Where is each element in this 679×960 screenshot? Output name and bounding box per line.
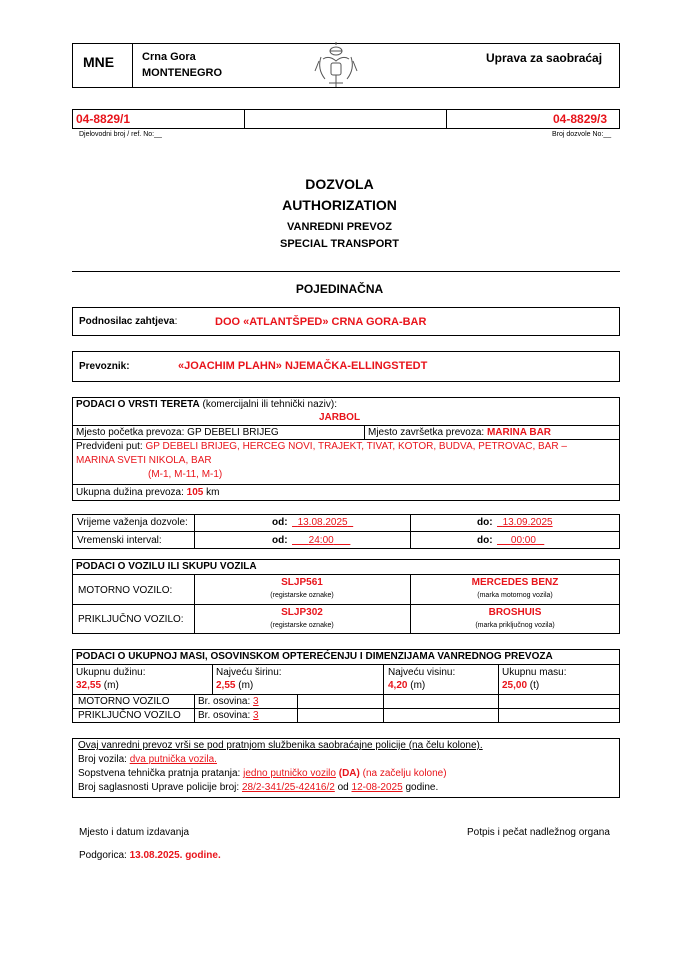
dim-width-label: Najveću širinu:: [216, 667, 282, 678]
applicant-value: DOO «ATLANTŠPED» CRNA GORA-BAR: [215, 316, 427, 328]
escort-line1: Ovaj vanredni prevoz vrši se pod pratnjom službenika saobraćajne policije (na čelu kolone).: [78, 740, 483, 751]
vehicles-rule-1: [72, 574, 620, 575]
validity-to-1: do:: [477, 517, 493, 528]
authority-name: Uprava za saobraćaj: [486, 51, 603, 65]
dim-div-2: [212, 664, 213, 694]
cargo-route-line3: (M-1, M-11, M-1): [148, 469, 223, 480]
cargo-start-divider: [364, 425, 365, 439]
country-name-local: Crna Gora: [142, 51, 196, 63]
validity-time-from: 24:00: [308, 535, 334, 546]
dim-mass-value: 25,00 (t): [502, 680, 540, 691]
dim-div-4: [383, 664, 384, 723]
refs-divider-1: [244, 109, 245, 129]
cargo-heading: PODACI O VRSTI TERETA (komercijalni ili tehnički naziv):: [76, 399, 337, 410]
trailer-reg: SLJP302: [281, 607, 323, 618]
ref-label: Djelovodni broj / ref. No:__: [79, 131, 162, 138]
motor-make-caption: (marka motornog vozila): [477, 592, 553, 599]
permit-label: Broj dozvole No:__: [552, 131, 612, 138]
footer-place-label: Mjesto i datum izdavanja: [79, 827, 190, 838]
trailer-label: PRIKLJUČNO VOZILO:: [78, 614, 184, 625]
vehicles-rule-2: [72, 604, 620, 605]
motor-reg: SLJP561: [281, 577, 323, 588]
cargo-end: Mjesto završetka prevoza: MARINA BAR: [368, 427, 552, 438]
dim-rule-2: [72, 694, 620, 695]
dim-div-5: [498, 664, 499, 723]
trailer-make: BROSHUIS: [488, 607, 542, 618]
carrier-label: Prevoznik:: [79, 361, 130, 372]
vehicles-heading: PODACI O VOZILU ILI SKUPU VOZILA: [76, 561, 257, 572]
dim-rule-3: [72, 708, 620, 709]
title-authorization: AUTHORIZATION: [282, 197, 397, 213]
dim-height-label: Najveću visinu:: [388, 667, 456, 678]
coat-of-arms-icon: [311, 41, 361, 91]
dim-height-value: 4,20 (m): [388, 680, 426, 691]
validity-time-to: 00:00: [510, 535, 536, 546]
escort-vehicles: Broj vozila: dva putnička vozila.: [78, 754, 217, 765]
ref-number: 04-8829/1: [76, 112, 131, 126]
cargo-route: Predviđeni put: GP DEBELI BRIJEG, HERCEG NOVI, TRAJEKT, TIVAT, KOTOR, BUDVA, PETROVAC, BAR –: [76, 441, 567, 452]
trailer-reg-caption: (registarske oznake): [270, 622, 334, 629]
dim-trailer-axles: Br. osovina: 3: [198, 710, 259, 721]
dim-length-value: 32,55 (m): [76, 680, 119, 691]
title-rule: [72, 271, 620, 272]
escort-own: Sopstvena tehnička pratnja pratanja: jedno putničko vozilo (DA) (na začelju kolone): [78, 768, 447, 779]
cargo-route-line2: MARINA SVETI NIKOLA, BAR: [76, 455, 212, 466]
permit-number: 04-8829/3: [553, 112, 608, 126]
country-code: MNE: [83, 54, 115, 70]
title-special: SPECIAL TRANSPORT: [280, 238, 399, 250]
dim-trailer-label: PRIKLJUČNO VOZILO: [78, 710, 181, 721]
validity-row2-label: Vremenski interval:: [77, 535, 162, 546]
validity-from-1: od:: [272, 517, 288, 528]
cargo-start: Mjesto početka prevoza: GP DEBELI BRIJEG: [76, 427, 279, 438]
country-name-en: MONTENEGRO: [142, 67, 223, 79]
validity-date-from: 13.08.2025: [297, 517, 348, 528]
cargo-rule-2: [72, 439, 620, 440]
dim-div-3: [297, 694, 298, 723]
cargo-length: Ukupna dužina prevoza: 105 km: [76, 487, 220, 498]
cargo-rule-1: [72, 425, 620, 426]
footer-place-value: Podgorica: 13.08.2025. godine.: [79, 850, 221, 861]
trailer-make-caption: (marka priključnog vozila): [475, 622, 555, 629]
motor-reg-caption: (registarske oznake): [270, 592, 334, 599]
cargo-name: JARBOL: [318, 412, 361, 423]
validity-rule: [72, 531, 620, 532]
motor-label: MOTORNO VOZILO:: [78, 585, 173, 596]
dim-motor-axles: Br. osovina: 3: [198, 696, 259, 707]
dim-width-value: 2,55 (m): [216, 680, 254, 691]
dim-mass-label: Ukupnu masu:: [502, 667, 567, 678]
dimensions-heading: PODACI O UKUPNOJ MASI, OSOVINSKOM OPTEREĆENJU I DIMENZIJAMA VANREDNOG PREVOZA: [76, 651, 553, 662]
applicant-label: Podnosilac zahtjeva:: [79, 316, 178, 327]
footer-sign-label: Potpis i pečat nadležnog organa: [467, 827, 610, 838]
validity-to-2: do:: [477, 535, 493, 546]
title-vanredni: VANREDNI PREVOZ: [287, 221, 392, 233]
refs-box: [72, 109, 620, 129]
permit-type: POJEDINAČNA: [295, 282, 384, 296]
cargo-rule-3: [72, 484, 620, 485]
validity-div-2: [410, 514, 411, 549]
dim-motor-label: MOTORNO VOZILO: [78, 696, 170, 707]
dim-length-label: Ukupnu dužinu:: [76, 667, 146, 678]
validity-from-2: od:: [272, 535, 288, 546]
dim-div-1: [194, 694, 195, 723]
refs-divider-2: [446, 109, 447, 129]
header-divider: [132, 43, 133, 88]
title-dozvola: DOZVOLA: [305, 176, 374, 192]
validity-date-to: 13.09.2025: [502, 517, 553, 528]
validity-div-1: [194, 514, 195, 549]
dim-rule-1: [72, 664, 620, 665]
motor-make: MERCEDES BENZ: [471, 577, 559, 588]
validity-row1-label: Vrijeme važenja dozvole:: [77, 517, 188, 528]
escort-police: Broj saglasnosti Uprave policije broj: 28/2-341/25-42416/2 od 12-08-2025 godine.: [78, 782, 439, 793]
carrier-value: «JOACHIM PLAHN» NJEMAČKA-ELLINGSTEDT: [178, 360, 428, 372]
